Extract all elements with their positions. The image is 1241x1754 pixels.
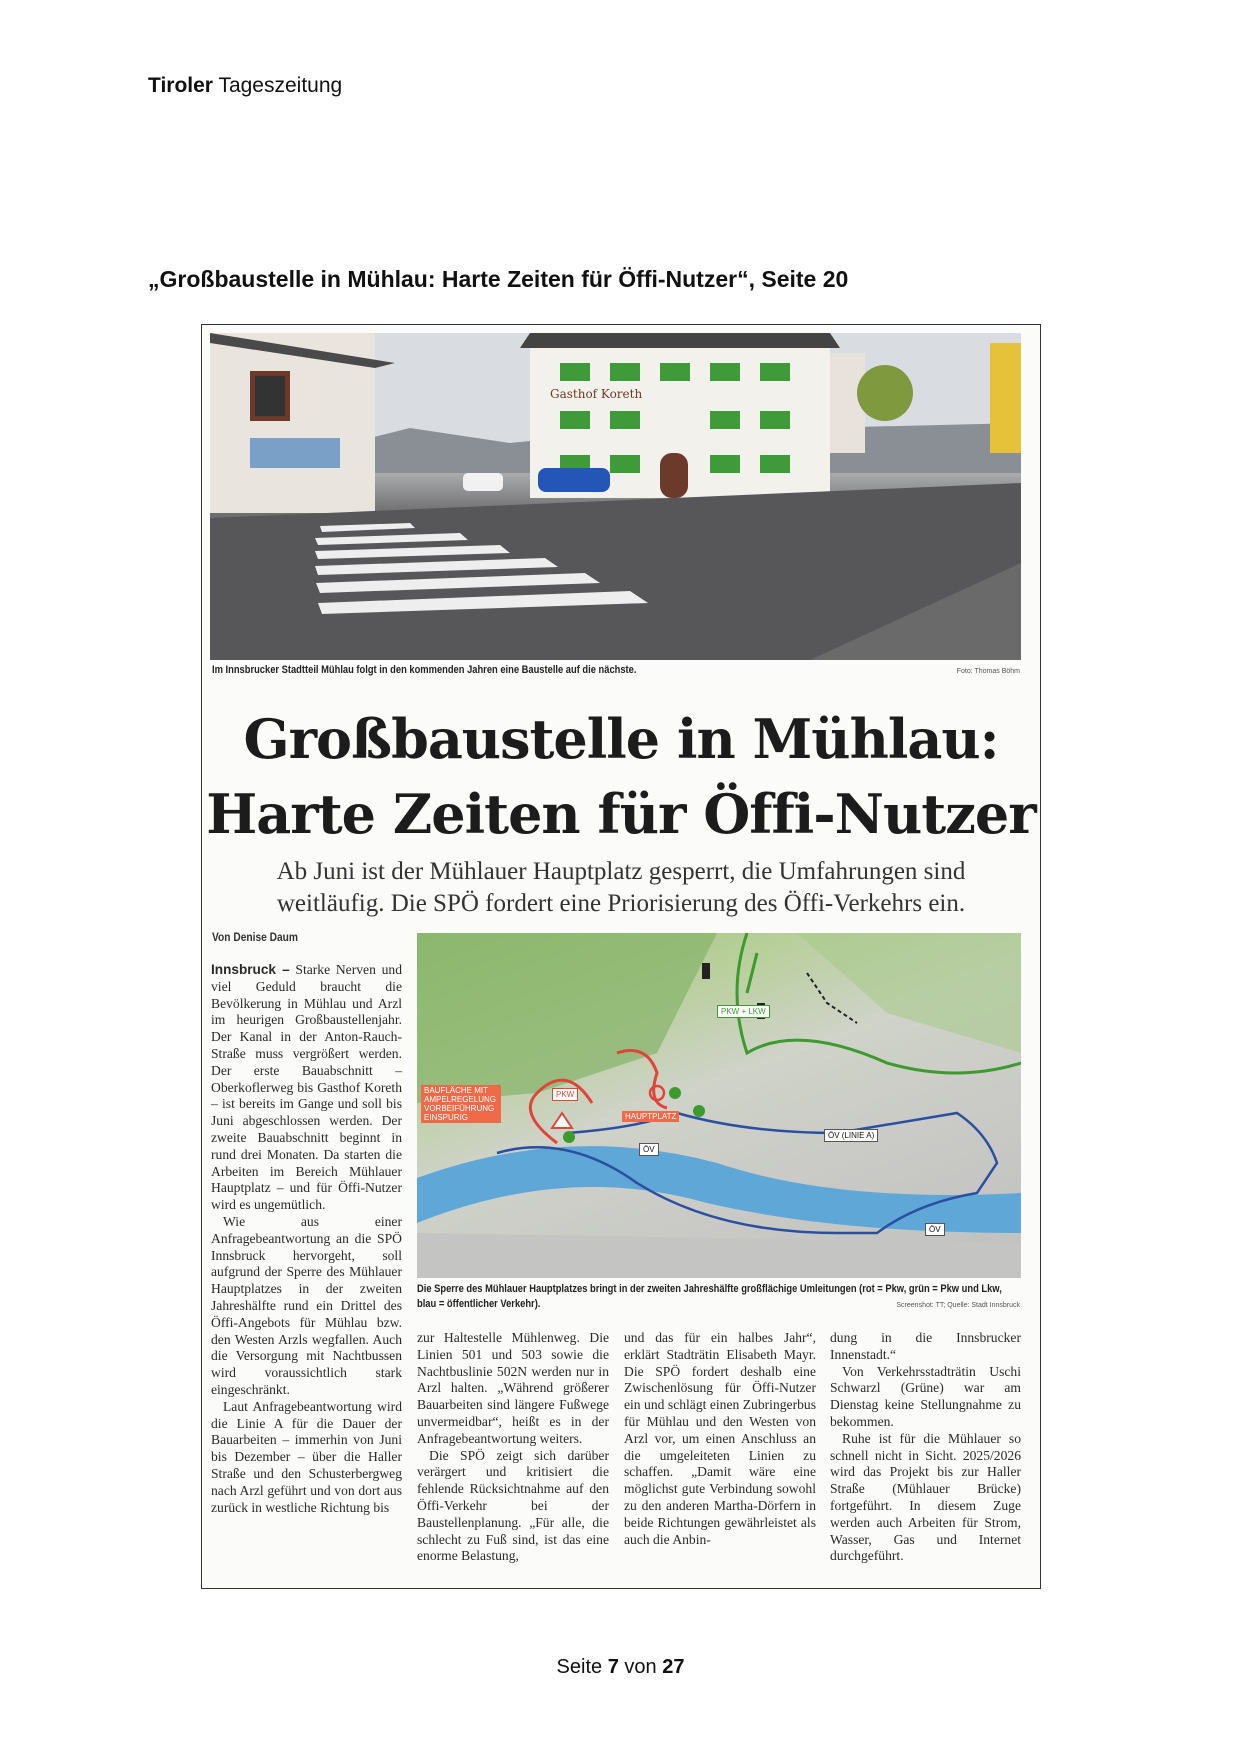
map-caption: Die Sperre des Mühlauer Hauptplatzes bringt in der zweiten Jahreshälfte großflächige Umleitungen (rot = Pkw, grün = Pkw und Lkw, blau = öffentlicher Verkehr). [417, 1283, 1002, 1310]
article-column-3 [624, 1330, 816, 1548]
paragraph: dung in die Innsbrucker Innenstadt.“ [830, 1330, 1021, 1362]
article-column-1 [211, 962, 402, 1516]
route-map [417, 933, 1021, 1278]
paragraph: Laut Anfragebeantwortung wird die Linie A für die Dauer der Bauarbeiten – immerhin von Juni bis Dezember – über die Haller Straße und den Schusterbergweg nach Arzl geführt und von dort aus zurück in westliche Richtung bis [211, 1398, 402, 1515]
byline: Von Denise Daum [212, 930, 298, 944]
map-credit: Screenshot: TT; Quelle: Stadt Innsbruck [896, 1302, 1020, 1309]
photo-credit: Foto: Thomas Böhm [956, 668, 1020, 675]
headline-line-2: Harte Zeiten für Öffi-Nutzer [206, 782, 1036, 846]
paragraph: und das für ein halbes Jahr“, erklärt Stadträtin Elisabeth Mayr. Die SPÖ fordert deshalb eine Zwischenlösung für Öffi-Nutzer ein und schlägt einen Zubringerbus für Mühlau und den Westen von Arzl vor, um einen Anschluss an die umgeleiteten Linien zu schaffen. „Damit wäre eine möglichst gute Verbindung sowohl zu den anderen Martha-Dörfern in beide Richtungen gewährleistet als auch die Anbin- [624, 1330, 816, 1547]
paragraph: Ruhe ist für die Mühlauer so schnell nicht in Sicht. 2025/2026 wird das Projekt bis zur Haller Straße (Mühlauer Brücke) fortgeführt. In diesem Zuge werden auch Arbeiten für Strom, Wasser, Gas und Internet durchgeführt. [830, 1430, 1021, 1564]
photo-caption: Im Innsbrucker Stadtteil Mühlau folgt in den kommenden Jahren eine Baustelle auf die nächste. [212, 664, 637, 676]
map-label-pkw: PKW [552, 1088, 578, 1101]
paragraph: Starke Nerven und viel Geduld braucht die Bevölkerung in Mühlau und Arzl im heurigen Großbaustellenjahr. Der Kanal in der Anton-Rauch-Straße muss vergrößert werden. Der erste Bauabschnitt – Oberkoflerweg bis Gasthof Koreth – ist bereits im Gange und soll bis Juni abgeschlossen werden. Der zweite Bauabschnitt beginnt in rund drei Monaten. Da starten die Arbeiten im Bereich Mühlauer Hauptplatz – und für Öffi-Nutzer wird es ungemütlich. [211, 962, 402, 1213]
paragraph: zur Haltestelle Mühlenweg. Die Linien 501 und 503 sowie die Nachtbuslinie 502N werden nur in Arzl halten. „Während größerer Bauarbeiten sind längere Fußwege unvermeidbar“, heißt es in der Anfragebeantwortung weiters. [417, 1330, 609, 1446]
article-column-2 [417, 1330, 609, 1565]
map-label-oev-linie-a: ÖV (LINIE A) [824, 1129, 878, 1142]
paragraph: Von Verkehrsstadträtin Uschi Schwarzl (Grüne) war am Dienstag keine Stellungnahme zu bekommen. [830, 1363, 1021, 1429]
publication-name: Tiroler Tageszeitung [148, 74, 343, 97]
document-title: „Großbaustelle in Mühlau: Harte Zeiten für Öffi-Nutzer“, Seite 20 [148, 266, 849, 292]
dateline: Innsbruck – [211, 962, 290, 977]
gasthof-sign: Gasthof Koreth [550, 387, 643, 401]
article-column-4 [830, 1330, 1021, 1565]
map-label-oev-2: ÖV [925, 1223, 945, 1236]
subheadline-line-2: weitläufig. Die SPÖ fordert eine Priorisierung des Öffi-Verkehrs ein. [276, 890, 966, 917]
subheadline-line-1: Ab Juni ist der Mühlauer Hauptplatz gesperrt, die Umfahrungen sind [276, 858, 966, 885]
map-label-bauflaeche: BAUFLÄCHE MIT AMPELREGELUNG VORBEIFÜHRUNG EINSPURIG [421, 1085, 501, 1123]
paragraph: Die SPÖ zeigt sich darüber verärgert und kritisiert die fehlende Rücksichtnahme auf den Öffi-Verkehr bei der Baustellenplanung. „Für alle, die schlecht zu Fuß sind, ist das eine enorme Belastung, [417, 1447, 609, 1564]
page-number: Seite 7 von 27 [556, 1656, 685, 1678]
headline-line-1: Großbaustelle in Mühlau: [243, 707, 999, 771]
map-label-oev: ÖV [639, 1143, 659, 1156]
article-photo [210, 333, 1021, 660]
map-label-pkw-lkw: PKW + LKW [717, 1005, 770, 1018]
paragraph: Wie aus einer Anfragebeantwortung an die SPÖ Innsbruck hervorgeht, soll aufgrund der Sperre des Mühlauer Hauptplatzes in der zweiten Jahreshälfte rund ein Drittel des Öffi-Angebots für Mühlau bzw. den Westen Arzls wegfallen. Auch die Versorgung mit Nachtbussen wird voraussichtlich stark eingeschränkt. [211, 1213, 402, 1397]
map-label-hauptplatz: HAUPTPLATZ [622, 1111, 679, 1122]
